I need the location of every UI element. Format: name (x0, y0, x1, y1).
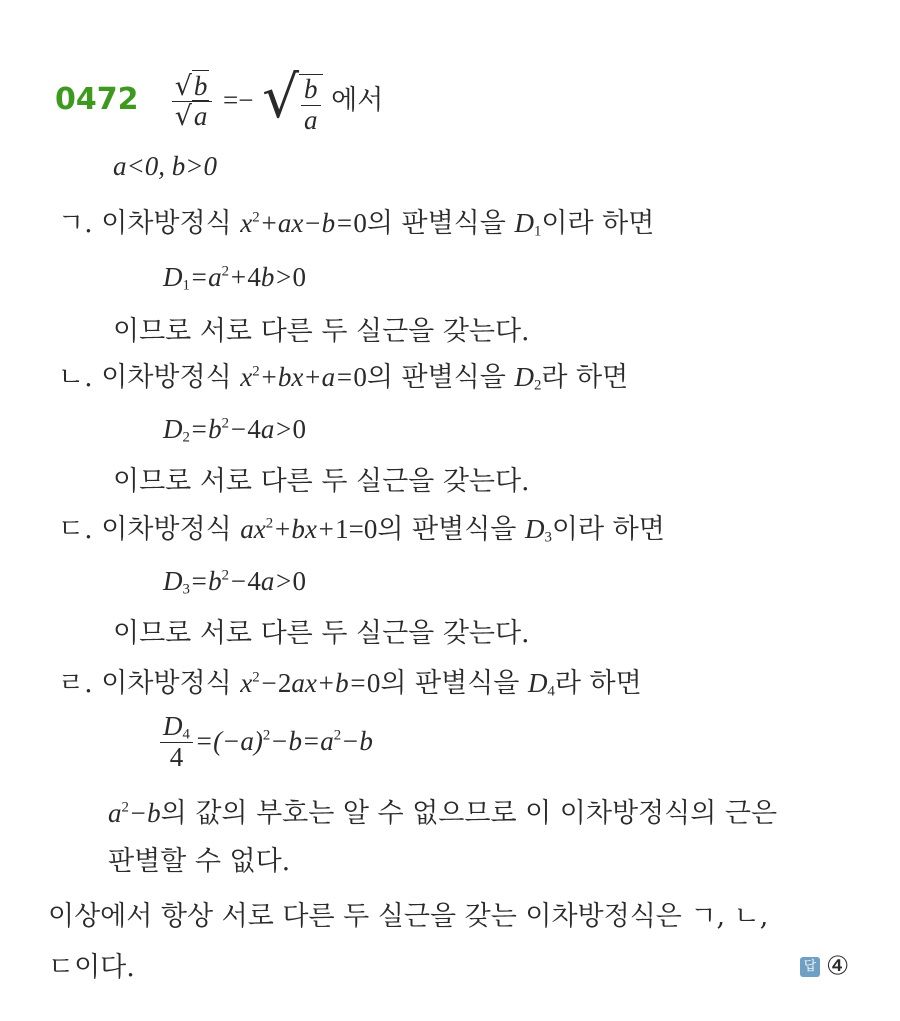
item-1-conclusion: 이므로 서로 다른 두 실근을 갖는다. (113, 316, 530, 347)
item-4-statement: ㄹ. 이차방정식 $x^2-2ax+b=0$의 판별식을 $D_4$라 하면 (58, 668, 642, 700)
item-4-note-line2: 판별할 수 없다. (108, 846, 291, 877)
item-3-conclusion: 이므로 서로 다른 두 실근을 갖는다. (113, 618, 530, 649)
problem-header: 0472 $\frac{√b}{√a}$ =− √ $\frac{b}{a}$ 에서 (55, 63, 384, 135)
problem-number: 0472 (55, 82, 139, 118)
summary-line1: 이상에서 항상 서로 다른 두 실근을 갖는 이차방정식은 ㄱ, ㄴ, (48, 901, 769, 932)
item-4-formula: $\frac{D_4}{4}$ $=(-a)^2-b=a^2-b$ (158, 712, 373, 772)
condition: a<0, b>0 (113, 151, 217, 181)
item-1-marker: ㄱ. (58, 208, 93, 239)
item-3-formula: $D_3=b^2-4a>0$ (163, 566, 307, 598)
item-1-statement: ㄱ. 이차방정식 $x^2+ax-b=0$의 판별식을 $D_1$이라 하면 (58, 208, 655, 240)
item-1-formula: $D_1=a^2+4b>0$ (163, 262, 307, 294)
answer (800, 952, 849, 980)
sqrt-fraction: $\frac{√b}{√a}$ (172, 72, 213, 132)
item-2-statement: ㄴ. 이차방정식 $x^2+bx+a=0$의 판별식을 $D_2$라 하면 (58, 362, 629, 394)
item-2-conclusion: 이므로 서로 다른 두 실근을 갖는다. (113, 466, 530, 497)
item-4-marker: ㄹ. (58, 668, 93, 699)
item-3-statement: ㄷ. 이차방정식 $ax^2+bx+1=0$의 판별식을 $D_3$이라 하면 (58, 514, 665, 546)
answer-value: ④ (826, 951, 850, 982)
item-3-marker: ㄷ. (58, 514, 93, 545)
header-tail-text: 에서 (331, 85, 384, 117)
item-2-marker: ㄴ. (58, 362, 93, 393)
item-2-formula: $D_2=b^2-4a>0$ (163, 414, 307, 446)
sqrt-of-fraction: √ $\frac{b}{a}$ (262, 68, 322, 135)
answer-icon: 답 (800, 957, 820, 977)
item-4-note-line1: $a^2-b$의 값의 부호는 알 수 없으므로 이 이차방정식의 근은 (108, 798, 778, 829)
summary-line2: ㄷ이다. (48, 952, 135, 983)
